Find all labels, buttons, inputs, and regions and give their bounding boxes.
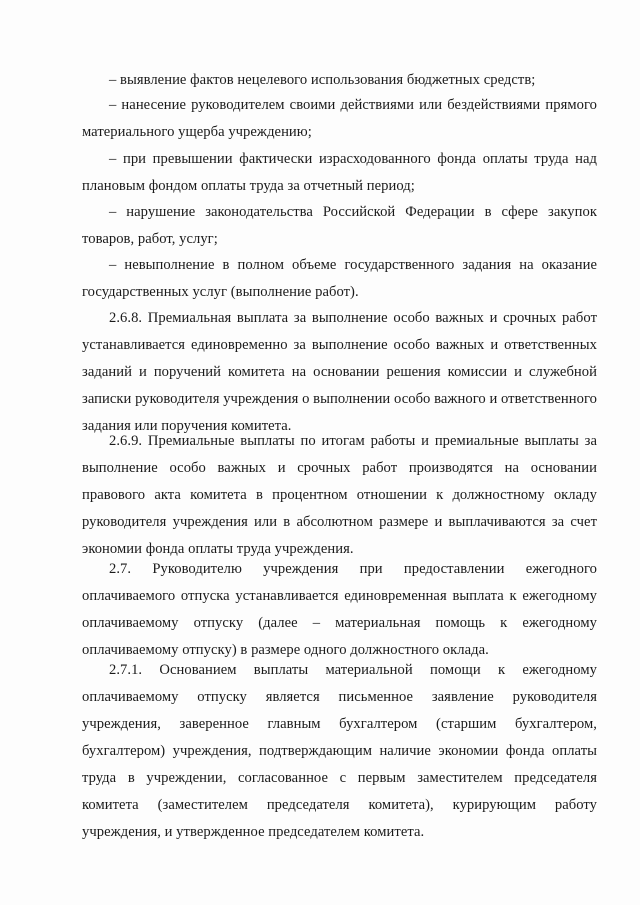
list-item-state-task-failure: – невыполнение в полном объеме государственного задания на оказание государственных услуг (выполнение работ). — [82, 257, 597, 300]
list-item-misuse-of-funds: – выявление фактов нецелевого использования бюджетных средств; — [109, 72, 536, 88]
paragraph-2-7-1: 2.7.1. Основанием выплаты материальной помощи к ежегодному оплачиваемому отпуску является письменное заявление руководителя учреждения, заверенное главным бухгалтером (старшим бухгалтером, бухгалтером) учреждения, подтверждающим наличие экономии фонда оплаты труда в учреждении, согласованное с первым заместителем председателя комитета (заместителем председателя комитета), курирующим работу учреждения, и утвержденное председателем комитета. — [82, 662, 597, 840]
list-item-material-damage: – нанесение руководителем своими действиями или бездействиями прямого материального ущерба учреждению; — [82, 97, 597, 140]
list-item-procurement-violation: – нарушение законодательства Российской Федерации в сфере закупок товаров, работ, услуг; — [82, 204, 597, 247]
paragraph-2-6-8: 2.6.8. Премиальная выплата за выполнение особо важных и срочных работ устанавливается единовременно за выполнение особо важных и ответственных заданий и поручений комитета на основании решения комиссии и служебной записки руководителя учреждения о выполнении особо важного и ответственного задания или поручения комитета. — [82, 310, 597, 434]
list-item-payroll-overrun: – при превышении фактически израсходованного фонда оплаты труда над плановым фондом оплаты труда за отчетный период; — [82, 151, 597, 194]
paragraph-2-7: 2.7. Руководителю учреждения при предоставлении ежегодного оплачиваемого отпуска устанавливается единовременная выплата к ежегодному оплачиваемому отпуску (далее – материальная помощь к ежегодному оплачиваемому отпуску) в размере одного должностного оклада. — [82, 561, 597, 658]
paragraph-2-6-9: 2.6.9. Премиальные выплаты по итогам работы и премиальные выплаты за выполнение особо важных и срочных работ производятся на основании правового акта комитета в процентном отношении к должностному окладу руководителя учреждения или в абсолютном размере и выплачиваются за счет экономии фонда оплаты труда учреждения. — [82, 433, 597, 557]
